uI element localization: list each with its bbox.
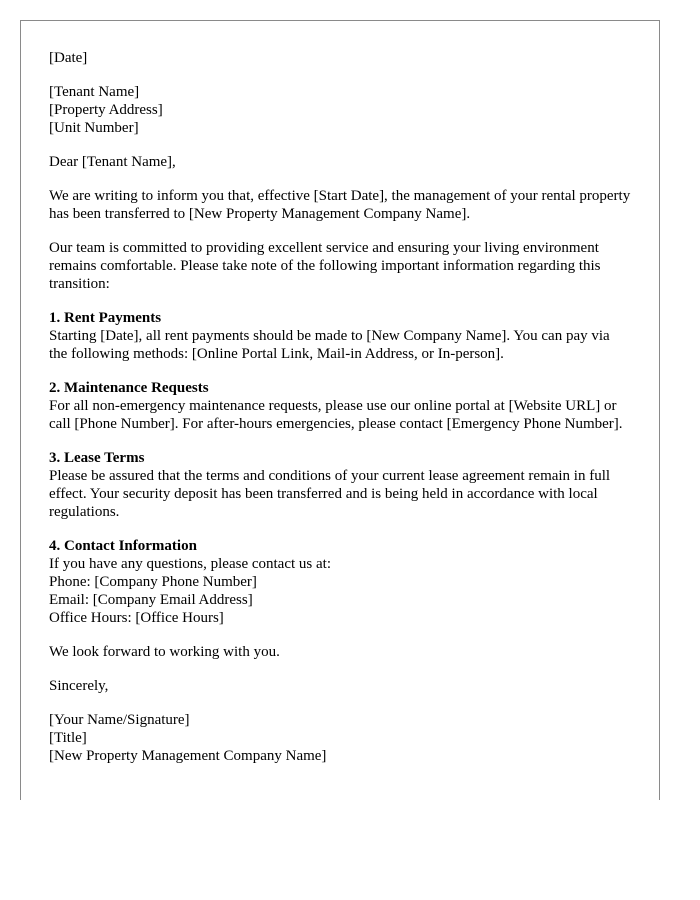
recipient-tenant-name: [Tenant Name]	[49, 84, 140, 100]
commitment-paragraph: Our team is committed to providing excellent service and ensuring your living environment remains comfortable. Please take note of the following important information regarding this transition:	[49, 240, 601, 292]
recipient-property-address: [Property Address]	[49, 102, 163, 118]
contact-office-hours: Office Hours: [Office Hours]	[49, 610, 224, 626]
recipient-block	[49, 83, 631, 137]
contact-phone: Phone: [Company Phone Number]	[49, 574, 257, 590]
section-body: Please be assured that the terms and conditions of your current lease agreement remain in full effect. Your security deposit has been transferred and is being held in accordance with local regulations.	[49, 468, 611, 520]
section-maintenance-requests	[49, 379, 631, 433]
section-contact-information	[49, 537, 631, 627]
intro-block	[49, 187, 631, 223]
section-heading: 2. Maintenance Requests	[49, 380, 209, 396]
salutation: Dear [Tenant Name],	[49, 154, 176, 170]
closing-paragraph: We look forward to working with you.	[49, 644, 280, 660]
section-heading: 3. Lease Terms	[49, 450, 145, 466]
signoff: Sincerely,	[49, 678, 109, 694]
salutation-block	[49, 153, 631, 171]
letter-page	[20, 20, 660, 800]
signature-title: [Title]	[49, 730, 87, 746]
letter-date-block	[49, 49, 631, 67]
signature-company: [New Property Management Company Name]	[49, 748, 327, 764]
section-heading: 1. Rent Payments	[49, 310, 162, 326]
signoff-block	[49, 677, 631, 695]
recipient-unit-number: [Unit Number]	[49, 120, 139, 136]
signature-block	[49, 711, 631, 765]
section-lease-terms	[49, 449, 631, 521]
letter-date: [Date]	[49, 50, 88, 66]
section-body: If you have any questions, please contact us at:	[49, 556, 331, 572]
signature-name: [Your Name/Signature]	[49, 712, 190, 728]
commitment-block	[49, 239, 631, 293]
section-body: For all non-emergency maintenance requests, please use our online portal at [Website URL] or call [Phone Number]. For after-hours emergencies, please contact [Emergency Phone Number].	[49, 398, 623, 432]
closing-block	[49, 643, 631, 661]
section-rent-payments	[49, 309, 631, 363]
section-heading: 4. Contact Information	[49, 538, 197, 554]
contact-email: Email: [Company Email Address]	[49, 592, 253, 608]
section-body: Starting [Date], all rent payments should be made to [New Company Name]. You can pay via the following methods: [Online Portal Link, Mail-in Address, or In-person].	[49, 328, 610, 362]
intro-paragraph: We are writing to inform you that, effective [Start Date], the management of your rental property has been transferred to [New Property Management Company Name].	[49, 188, 631, 222]
